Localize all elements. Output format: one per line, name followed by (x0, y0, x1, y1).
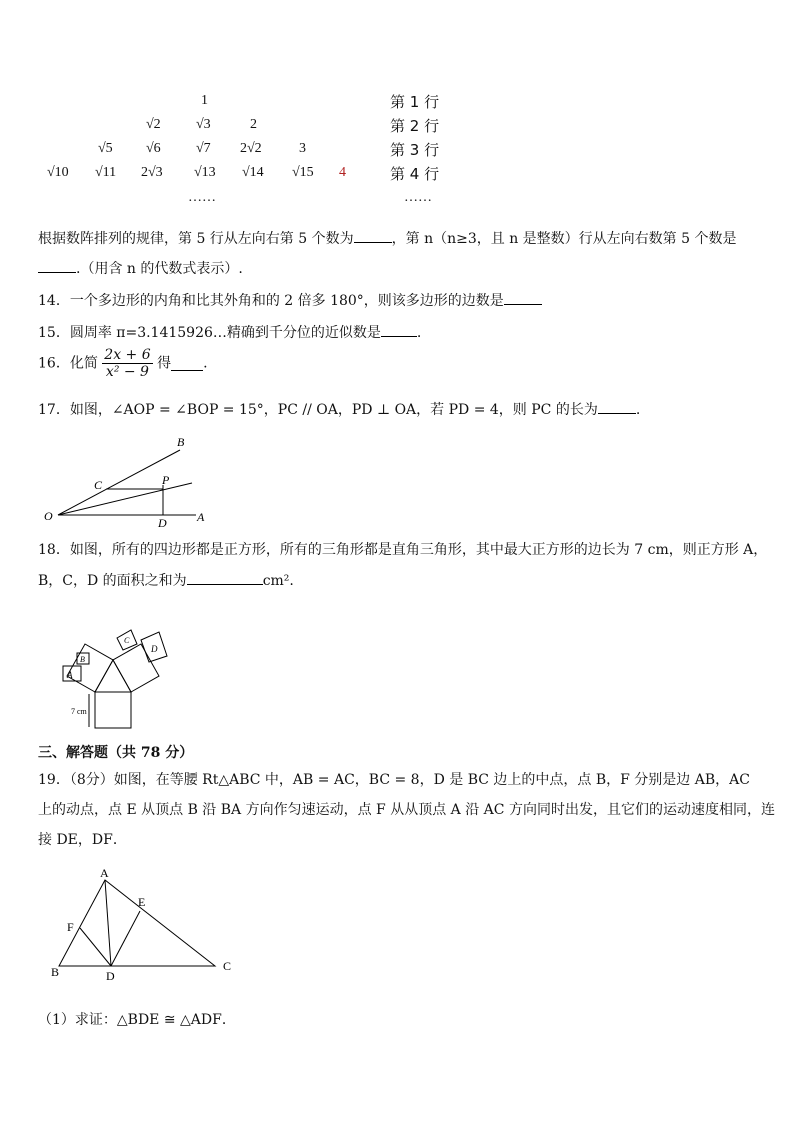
label-d: D (158, 516, 167, 530)
triangle-dots: …… (188, 190, 216, 205)
triangle-cell: √6 (146, 141, 161, 156)
q19-line1 (38, 770, 750, 790)
triangle-cell: 1 (201, 93, 208, 108)
q13-text-b: ，第 n（n≥3，且 n 是整数）行从左向右数第 5 个数是 (391, 231, 737, 247)
row-label: 第 1 行 (390, 93, 440, 111)
q17-end: . (635, 402, 641, 418)
label-square-c: C (124, 636, 130, 645)
q18-figure (55, 620, 180, 732)
q19-figure (45, 862, 245, 982)
segment-ad (105, 880, 111, 966)
q18-text-c: cm². (262, 573, 294, 589)
triangle-cell: √14 (242, 165, 264, 180)
label-b: B (177, 435, 185, 449)
section-3-title: 三、解答题（共 78 分） (38, 745, 194, 761)
row-label: 第 4 行 (390, 165, 440, 183)
q19-line3 (38, 830, 127, 850)
question-14 (38, 290, 542, 311)
section-3-heading (38, 743, 193, 763)
triangle-cell: √2 (146, 117, 161, 132)
largest-square (95, 692, 131, 728)
question-16 (38, 347, 208, 380)
label-o: O (44, 509, 53, 523)
right-triangle-main (95, 660, 131, 692)
q17-figure (40, 430, 220, 530)
q13-text-c: .（用含 n 的代数式表示）. (76, 261, 243, 277)
segment-df (80, 928, 111, 966)
label-c: C (223, 959, 232, 973)
answer-blank (38, 258, 76, 273)
triangle-dots: …… (404, 190, 432, 205)
answer-blank (171, 356, 203, 371)
square-left-mid (67, 644, 113, 692)
label-d: D (106, 969, 115, 982)
row-label: 第 2 行 (390, 117, 440, 135)
label-a: A (197, 510, 205, 524)
triangle-cell: √13 (194, 165, 216, 180)
q15-text: 15．圆周率 π=3.1415926…精确到千分位的近似数是 (38, 325, 381, 341)
label-square-b: B (80, 655, 85, 664)
triangle-cell: √5 (98, 141, 113, 156)
q19-line2 (38, 800, 775, 820)
fraction-denominator: x² − 9 (105, 364, 149, 380)
q16-fraction (102, 347, 152, 380)
q15-end: . (416, 325, 422, 341)
q19-text-c: 接 DE，DF． (38, 832, 127, 848)
triangle-cell: √3 (196, 117, 211, 132)
question-17 (38, 399, 640, 420)
q14-text: 14．一个多边形的内角和比其外角和的 2 倍多 180°，则该多边形的边数是 (38, 293, 504, 309)
answer-blank (354, 228, 392, 243)
triangle-cell: √15 (292, 165, 314, 180)
q18-line1 (38, 540, 767, 560)
triangle-abc (59, 880, 215, 966)
triangle-cell: √11 (95, 165, 117, 180)
label-e: E (138, 895, 146, 909)
q19-part1 (38, 1010, 236, 1030)
triangle-cell: 4 (339, 165, 346, 180)
question-15 (38, 322, 421, 343)
triangle-cell: 2√3 (141, 165, 163, 180)
label-square-a: A (67, 670, 73, 680)
answer-blank (381, 322, 417, 337)
q19-sub1-text: （1）求证：△BDE ≅ △ADF． (38, 1012, 236, 1028)
q18-text-b: B，C，D 的面积之和为 (38, 573, 187, 589)
fraction-numerator: 2x + 6 (104, 347, 151, 363)
answer-blank (598, 399, 636, 414)
triangle-cell: 2√2 (240, 141, 262, 156)
segment-de (111, 911, 140, 966)
q13-line2 (38, 258, 243, 279)
ray-op (58, 483, 192, 515)
answer-blank (187, 570, 263, 585)
label-f: F (67, 920, 74, 934)
row-label: 第 3 行 (390, 141, 440, 159)
q13-line1 (38, 228, 736, 249)
q16-suffix: 得 (157, 355, 172, 372)
label-square-d: D (151, 644, 158, 654)
label-b: B (51, 965, 60, 979)
q17-text: 17．如图，∠AOP = ∠BOP = 15°，PC // OA，PD ⊥ OA，若 PD = 4，则 PC 的长为 (38, 402, 598, 418)
q16-prefix: 16．化简 (38, 355, 98, 372)
q18-line2 (38, 570, 294, 591)
q13-text-a: 根据数阵排列的规律，第 5 行从左向右第 5 个数为 (38, 231, 354, 247)
q16-end: . (203, 355, 208, 372)
triangle-cell: √7 (196, 141, 211, 156)
label-c: C (94, 478, 103, 492)
answer-blank (504, 290, 542, 305)
label-side-length: 7 cm (71, 707, 87, 716)
triangle-cell: √10 (47, 165, 69, 180)
q18-text-a: 18．如图，所有的四边形都是正方形，所有的三角形都是直角三角形，其中最大正方形的边长为 7 cm，则正方形 A， (38, 542, 768, 558)
triangle-cell: 3 (299, 141, 306, 156)
label-a: A (100, 866, 109, 880)
q19-text-a: 19．（8分）如图，在等腰 Rt△ABC 中，AB = AC，BC = 8，D 是 BC 边上的中点，点 B，F 分别是边 AB，AC (38, 772, 750, 788)
q19-text-b: 上的动点，点 E 从顶点 B 沿 BA 方向作匀速运动，点 F 从从顶点 A 沿 AC 方向同时出发，且它们的运动速度相同，连 (38, 802, 775, 818)
triangle-cell: 2 (250, 117, 257, 132)
label-p: P (162, 473, 170, 487)
